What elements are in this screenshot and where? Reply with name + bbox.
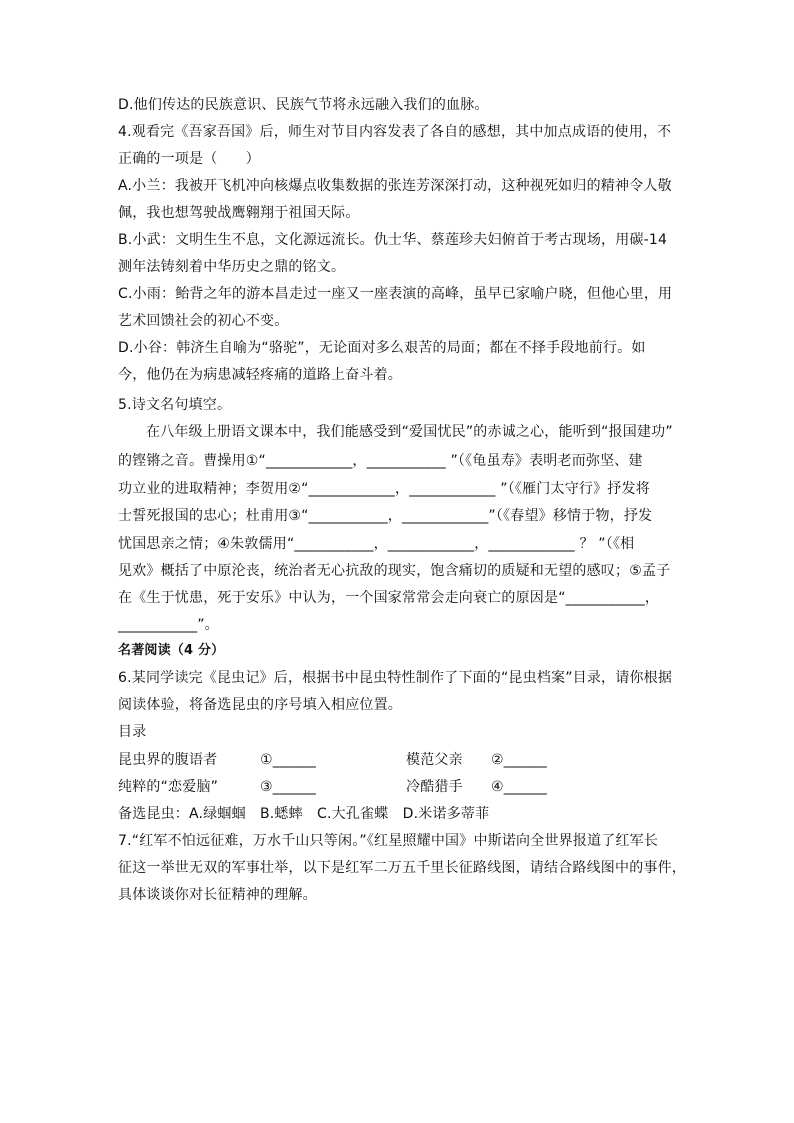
catalog-label: 冷酷猎手 [406, 779, 463, 795]
question-5-title: 5.诗文名句填空。 [118, 397, 232, 413]
option-a: A.小兰：我被开飞机冲向核爆点收集数据的张连芳深深打动，这种视死如归的精神令人敬 [118, 178, 672, 194]
question-6-stem-cont: 阅读体验，将备选昆虫的序号填入相应位置。 [118, 697, 402, 713]
poem-fill-line: 的铿锵之音。曹操用①“____________，___________ ”（《龟虽寿》表明老而弥坚、建 [118, 453, 643, 469]
poem-fill-line: 在《生于忧患，死于安乐》中认为，一个国家常常会走向衰亡的原因是“___________， [118, 590, 660, 606]
option-c-cont: 艺术回馈社会的初心不变。 [118, 313, 289, 329]
question-4-stem: 4.观看完《吾家吾国》后，师生对节目内容发表了各自的感想，其中加点成语的使用，不 [118, 124, 672, 140]
catalog-label: 纯粹的“恋爱脑” [118, 779, 219, 795]
catalog-blank: ②______ [491, 752, 547, 768]
question-7-stem: 7.“红军不怕远征难，万水千山只等闲。”《红星照耀中国》中斯诺向全世界报道了红军长 [118, 833, 659, 849]
option-d-cont: 今，他仍在为病患减轻疼痛的道路上奋斗着。 [118, 367, 402, 383]
option-d: D.小谷：韩济生自喻为“骆驼”，无论面对多么艰苦的局面；都在不择手段地前行。如 [118, 340, 646, 356]
option-d-prev: D.他们传达的民族意识、民族气节将永远融入我们的血脉。 [118, 97, 489, 113]
option-b: B.小武：文明生生不息，文化源远流长。仇士华、蔡莲珍夫妇俯首于考古现场，用碳-14 [118, 232, 668, 248]
catalog-blank: ①______ [260, 752, 316, 768]
catalog-blank: ③______ [260, 779, 316, 795]
option-a-cont: 佩，我也想驾驶战鹰翱翔于祖国天际。 [118, 205, 360, 221]
question-4-stem-cont: 正确的一项是（ ） [118, 151, 260, 167]
question-6-stem: 6.某同学读完《昆虫记》后，根据书中昆虫特性制作了下面的“昆虫档案”目录，请你根据 [118, 670, 673, 686]
candidate-insects: 备选昆虫：A.绿蝈蝈 B.蟋蟀 C.大孔雀蝶 D.米诺多蒂菲 [118, 806, 490, 822]
question-7-stem-cont: 具体谈谈你对长征精神的理解。 [118, 887, 317, 903]
catalog-title: 目录 [118, 724, 147, 740]
poem-fill-line: ___________”。 [118, 617, 219, 633]
poem-fill-para: 在八年级上册语文课本中，我们能感受到“爱国忧民”的赤诚之心，能听到“报国建功” [146, 424, 673, 440]
section-heading: 名著阅读（4 分） [118, 643, 225, 658]
question-7-stem-cont: 征这一举世无双的军事壮举，以下是红军二万五千里长征路线图，请结合路线图中的事件， [118, 860, 686, 876]
poem-fill-line: 功立业的进取精神；李贺用②“____________，____________ ”（《雁门太守行》抒发将 [118, 481, 650, 497]
poem-fill-line: 士誓死报国的忠心；杜甫用③“___________，____________”（《春望》移情于物，抒发 [118, 508, 653, 524]
poem-fill-line: 忧国思亲之情；④朱敦儒用“___________，____________，____________ ？ ”（《相 [118, 536, 635, 552]
catalog-label: 模范父亲 [406, 752, 463, 768]
option-b-cont: 测年法铸刻着中华历史之鼎的铭文。 [118, 259, 346, 275]
catalog-blank: ④______ [491, 779, 547, 795]
catalog-label: 昆虫界的腹语者 [118, 752, 218, 768]
option-c: C.小雨：鲐背之年的游本昌走过一座又一座表演的高峰，虽早已家喻户晓，但他心里，用 [118, 286, 673, 302]
poem-fill-line: 见欢》概括了中原沦丧，统治者无心抗敌的现实，饱含痛切的质疑和无望的感叹；⑤孟子 [118, 563, 671, 579]
